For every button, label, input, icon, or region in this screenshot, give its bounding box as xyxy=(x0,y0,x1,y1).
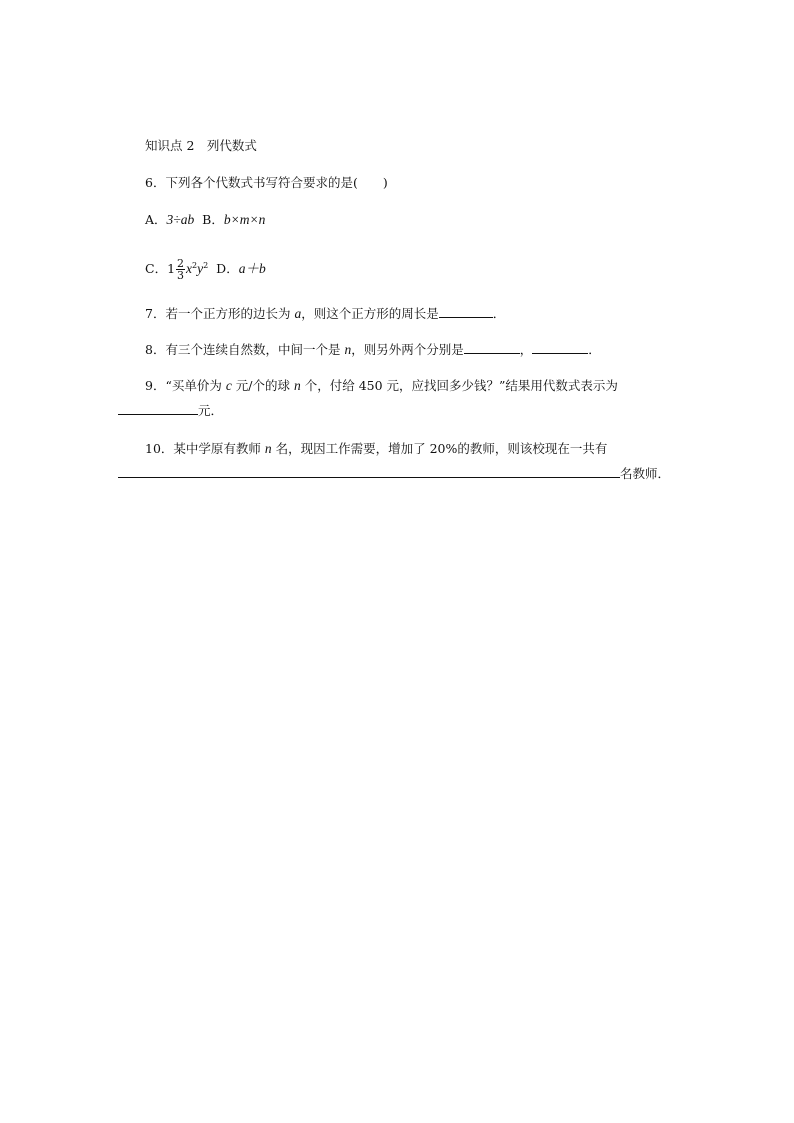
question-7 xyxy=(145,305,505,322)
question-8-sep: ， xyxy=(519,342,533,357)
question-10-pre: 10．某中学原有教师 xyxy=(145,441,265,456)
question-9-mid2: 个，付给 450 元，应找回多少钱？”结果用代数式表示为 xyxy=(300,378,618,393)
answer-blank[interactable] xyxy=(532,341,588,354)
question-10-var-n: n xyxy=(264,441,272,456)
question-10-end: 名教师． xyxy=(620,466,671,481)
answer-blank[interactable] xyxy=(118,465,620,478)
question-9-unit: 元． xyxy=(198,403,224,418)
question-8-end: ． xyxy=(588,342,601,357)
answer-blank[interactable] xyxy=(118,402,198,415)
option-c-var-x: x xyxy=(186,261,193,276)
question-7-post: ，则这个正方形的周长是 xyxy=(301,306,439,321)
question-9-var-c: c xyxy=(225,378,232,393)
question-7-var-a: a xyxy=(294,306,302,321)
question-6-stem: 6．下列各个代数式书写符合要求的是( ) xyxy=(145,175,388,190)
answer-blank[interactable] xyxy=(439,305,493,318)
option-c-numerator: 2 xyxy=(177,257,185,270)
question-9-pre: 9．“买单价为 xyxy=(145,378,226,393)
question-6-options-ab xyxy=(145,212,265,228)
option-c-var-y: y xyxy=(197,261,204,276)
option-d-label: D． xyxy=(216,261,239,276)
question-9-line-2 xyxy=(118,402,223,419)
section-title: 知识点 2 列代数式 xyxy=(145,138,257,153)
question-9-mid1: 元/个的球 xyxy=(231,378,294,393)
question-6-options-cd xyxy=(145,252,266,283)
option-c-denominator: 3 xyxy=(177,269,185,282)
option-c-fraction xyxy=(176,258,185,281)
question-9-line-1 xyxy=(145,378,618,394)
option-c-exp-x: 2 xyxy=(192,261,198,270)
question-10-line-1 xyxy=(145,441,607,457)
question-8 xyxy=(145,341,601,358)
question-8-post: ，则另外两个分别是 xyxy=(351,342,464,357)
option-c-label: C． xyxy=(145,261,168,276)
option-b-label: B． xyxy=(202,212,224,227)
question-8-pre: 8．有三个连续自然数，中间一个是 xyxy=(145,342,345,357)
option-c-whole: 1 xyxy=(167,261,176,276)
question-7-end: ． xyxy=(492,306,506,321)
option-d-expression: a＋b xyxy=(238,261,266,276)
option-a-expression: 3÷ab xyxy=(166,212,195,227)
option-c-exp-y: 2 xyxy=(203,261,209,270)
answer-blank[interactable] xyxy=(464,341,520,354)
question-7-pre: 7．若一个正方形的边长为 xyxy=(145,306,295,321)
question-10-line-2 xyxy=(118,465,670,482)
question-9-var-n: n xyxy=(294,378,301,393)
question-8-var-n: n xyxy=(344,342,352,357)
option-b-expression: b×m×n xyxy=(223,212,266,227)
option-a-label: A． xyxy=(145,212,167,227)
question-10-post: 名，现因工作需要，增加了 20%的教师，则该校现在一共有 xyxy=(271,441,608,456)
